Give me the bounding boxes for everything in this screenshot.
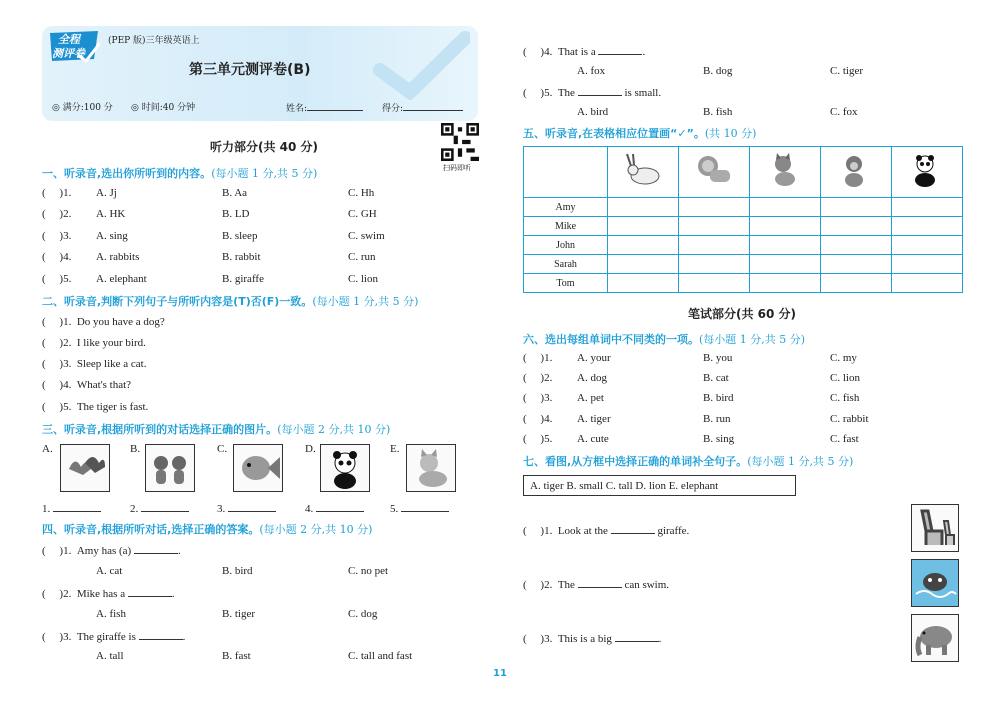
option-b: B. sleep [222, 230, 258, 242]
logo-text-2: 测评卷 [52, 47, 85, 60]
panda-icon [905, 152, 949, 188]
name-cell: Mike [524, 217, 608, 236]
option-c: C. dog [348, 608, 378, 620]
writing-title: 笔试部分(共 60 分) [688, 307, 797, 321]
option-b: B. bird [703, 392, 734, 404]
option-b: B. LD [222, 208, 250, 220]
monkeys-picture [145, 444, 195, 492]
elephant-picture [911, 614, 959, 662]
part1-row-4: ( )4. [42, 251, 72, 263]
picture-label-e: E. [390, 443, 400, 455]
part1-row-3: ( )3. [42, 230, 72, 242]
option-b: B. you [703, 352, 733, 364]
check-cell[interactable] [750, 198, 821, 217]
qr-caption: 扫码即听 [443, 164, 471, 172]
panda-picture [320, 444, 370, 492]
option-c: C. GH [348, 208, 377, 220]
full-marks: ◎ 满分:100 分 [52, 103, 113, 113]
check-cell[interactable] [892, 274, 963, 293]
option-c: C. swim [348, 230, 385, 242]
option-a: A. fish [96, 608, 126, 620]
part4-q2: ( )2. Mike has a . [42, 588, 175, 600]
part1-row-5: ( )5. [42, 273, 72, 285]
name-cell: Sarah [524, 255, 608, 274]
part2-row-1: ( )1. Do you have a dog? [42, 316, 165, 328]
part1-title: 一、听录音,选出你所听到的内容。(每小题 1 分,共 5 分) [42, 167, 318, 180]
rabbit-icon [621, 152, 665, 188]
option-b: B. rabbit [222, 251, 261, 263]
picture-label-a: A. [42, 443, 53, 455]
check-cell[interactable] [608, 255, 679, 274]
option-a: A. tall [96, 650, 124, 662]
elephant-icon [912, 615, 958, 661]
option-c: C. lion [348, 273, 378, 285]
part7-title: 七、看图,从方框中选择正确的单词补全句子。(每小题 1 分,共 5 分) [523, 455, 854, 468]
option-a: A. cat [96, 565, 123, 577]
picture-label-b: B. [130, 443, 141, 455]
option-c: C. lion [830, 372, 860, 384]
option-c: C. fox [830, 106, 858, 118]
option-a: A. tiger [577, 413, 611, 425]
option-c: C. fast [830, 433, 859, 445]
option-c: C. no pet [348, 565, 389, 577]
name-field[interactable]: 姓名: [286, 100, 363, 114]
option-c: C. Hh [348, 187, 375, 199]
part1-row-2: ( )2. [42, 208, 72, 220]
check-cell[interactable] [608, 198, 679, 217]
fish-picture [233, 444, 283, 492]
giraffe-icon [912, 505, 958, 551]
part2-row-5: ( )5. The tiger is fast. [42, 401, 149, 413]
name-cell: John [524, 236, 608, 255]
qr-code-icon[interactable] [441, 123, 479, 161]
check-cell[interactable] [821, 198, 892, 217]
cat-icon [763, 152, 807, 188]
edition-label: (PEP 版)三年级英语上 [108, 36, 200, 46]
birds-picture [60, 444, 110, 492]
score-field[interactable]: 得分: [382, 100, 463, 114]
part6-row-1: ( )1. [523, 352, 553, 364]
option-c: C. tiger [830, 65, 863, 77]
option-b: B. fish [703, 106, 733, 118]
check-cell[interactable] [608, 274, 679, 293]
option-b: B. run [703, 413, 731, 425]
giraffe-picture [911, 504, 959, 552]
panda-icon [321, 445, 369, 491]
part6-title: 六、选出每组单词中不同类的一项。(每小题 1 分,共 5 分) [523, 333, 806, 346]
option-c: C. fish [830, 392, 860, 404]
name-cell: Tom [524, 274, 608, 293]
part7-q3: ( )3. This is a big . [523, 633, 662, 645]
part2-row-2: ( )2. I like your bird. [42, 337, 146, 349]
tiger-icon [912, 560, 958, 606]
check-cell[interactable] [892, 217, 963, 236]
picture-label-d: D. [305, 443, 316, 455]
option-c: C. tall and fast [348, 650, 413, 662]
check-cell[interactable] [892, 255, 963, 274]
check-cell[interactable] [750, 255, 821, 274]
answer-1[interactable]: 1. [42, 501, 101, 515]
option-a: A. sing [96, 230, 128, 242]
checkmark-table [523, 146, 963, 293]
option-b: B. sing [703, 433, 735, 445]
check-cell[interactable] [892, 236, 963, 255]
option-a: A. your [577, 352, 611, 364]
part2-row-3: ( )3. Sleep like a cat. [42, 358, 147, 370]
check-cell[interactable] [750, 217, 821, 236]
check-cell[interactable] [679, 236, 750, 255]
part6-row-3: ( )3. [523, 392, 553, 404]
option-b: B. tiger [222, 608, 255, 620]
cat-icon [407, 445, 455, 491]
monkey-cell[interactable] [821, 147, 892, 198]
part4-title: 四、听录音,根据所听对话,选择正确的答案。(每小题 2 分,共 10 分) [42, 523, 373, 536]
check-cell[interactable] [821, 255, 892, 274]
check-cell[interactable] [679, 217, 750, 236]
option-a: A. HK [96, 208, 126, 220]
option-a: A. bird [577, 106, 609, 118]
part2-title: 二、听录音,判断下列句子与所听内容是(T)否(F)一致。(每小题 1 分,共 5 分) [42, 295, 419, 308]
monkey-icon [146, 445, 194, 491]
answer-5[interactable]: 5. [390, 501, 449, 515]
part4-q5: ( )5. The is small. [523, 87, 662, 99]
part4-q3: ( )3. The giraffe is . [42, 631, 186, 643]
option-a: A. cute [577, 433, 609, 445]
check-cell[interactable] [821, 236, 892, 255]
word-bank: A. tiger B. small C. tall D. lion E. elephant [523, 475, 796, 496]
check-cell[interactable] [679, 274, 750, 293]
part2-row-4: ( )4. What's that? [42, 379, 132, 391]
time-limit: ◎ 时间:40 分钟 [131, 103, 196, 113]
option-a: A. Jj [96, 187, 117, 199]
check-cell[interactable] [821, 217, 892, 236]
check-cell[interactable] [608, 236, 679, 255]
bird-icon [61, 445, 109, 491]
logo-text-1: 全程 [58, 33, 80, 46]
check-cell[interactable] [608, 217, 679, 236]
part4-q1: ( )1. Amy has (a) . [42, 545, 181, 557]
cat-picture [406, 444, 456, 492]
monkey-icon [834, 152, 878, 188]
option-c: C. my [830, 352, 857, 364]
option-b: B. fast [222, 650, 251, 662]
rabbit-cell[interactable] [608, 147, 679, 198]
swimming-tiger-picture [911, 559, 959, 607]
cat-cell[interactable] [750, 147, 821, 198]
option-c: C. run [348, 251, 376, 263]
part7-q2: ( )2. The can swim. [523, 579, 670, 591]
name-cell: Amy [524, 198, 608, 217]
option-b: B. Aa [222, 187, 248, 199]
answer-3[interactable]: 3. [217, 501, 276, 515]
option-c: C. rabbit [830, 413, 869, 425]
option-a: A. dog [577, 372, 607, 384]
check-cell[interactable] [750, 236, 821, 255]
option-a: A. rabbits [96, 251, 140, 263]
check-cell[interactable] [679, 255, 750, 274]
option-a: A. pet [577, 392, 604, 404]
part6-row-4: ( )4. [523, 413, 553, 425]
check-cell[interactable] [679, 198, 750, 217]
answer-4[interactable]: 4. [305, 501, 364, 515]
option-b: B. bird [222, 565, 253, 577]
check-cell[interactable] [892, 198, 963, 217]
part7-q1: ( )1. Look at the giraffe. [523, 525, 690, 537]
option-a: A. fox [577, 65, 606, 77]
page-number: 11 [493, 668, 507, 679]
picture-label-c: C. [217, 443, 228, 455]
lion-icon [692, 152, 736, 188]
checkmark-watermark [370, 30, 470, 100]
part6-row-5: ( )5. [523, 433, 553, 445]
part1-row-1: ( )1. [42, 187, 72, 199]
part6-row-2: ( )2. [523, 372, 553, 384]
listening-title: 听力部分(共 40 分) [210, 140, 319, 154]
part4-q4: ( )4. That is a . [523, 46, 646, 58]
panda-cell[interactable] [892, 147, 963, 198]
lion-cell[interactable] [679, 147, 750, 198]
option-b: B. cat [703, 372, 729, 384]
part3-title: 三、听录音,根据所听到的对话选择正确的图片。(每小题 2 分,共 10 分) [42, 423, 391, 436]
check-cell[interactable] [821, 274, 892, 293]
option-b: B. dog [703, 65, 733, 77]
option-b: B. giraffe [222, 273, 264, 285]
answer-2[interactable]: 2. [130, 501, 189, 515]
page-title: 第三单元测评卷(B) [189, 62, 311, 78]
option-a: A. elephant [96, 273, 147, 285]
fish-icon [234, 445, 282, 491]
part5-title: 五、听录音,在表格相应位置画“✓”。(共 10 分) [523, 127, 757, 140]
check-cell[interactable] [750, 274, 821, 293]
